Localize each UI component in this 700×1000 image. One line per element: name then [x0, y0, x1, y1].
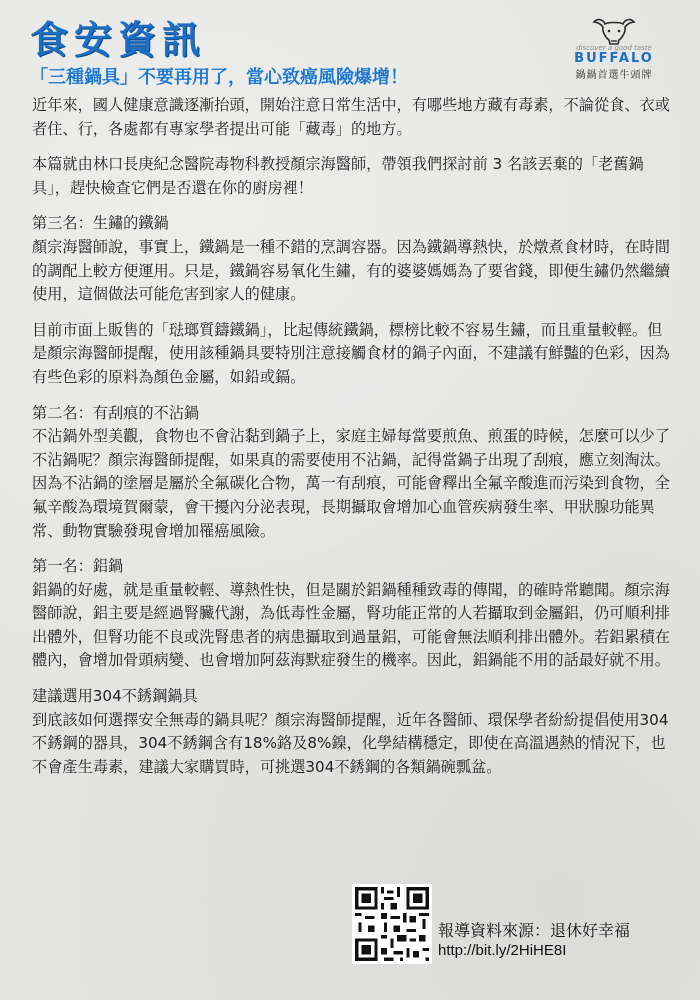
section-rusty-iron-pot	[32, 212, 670, 389]
page-title: 食安資訊	[30, 18, 207, 62]
intro-paragraph: 本篇就由林口長庚紀念醫院毒物科教授顏宗海醫師，帶領我們探討前 3 名該丟棄的「老舊鍋具」，趕快檢查它們是否還在你的廚房裡！	[32, 155, 644, 197]
article-body	[32, 94, 670, 791]
brand-logo	[554, 16, 674, 81]
section-paragraph: 顏宗海醫師說，事實上，鐵鍋是一種不錯的烹調容器。因為鐵鍋導熱快，於燉煮食材時，在時間的調配上較方便運用。只是，鐵鍋容易氧化生鏽，有的婆婆媽媽為了要省錢，即便生鏽仍然繼續使用，這個做法可能危害到家人的健康。	[32, 237, 670, 304]
section-title: 第二名：有刮痕的不沾鍋	[32, 403, 200, 422]
section-paragraph: 到底該如何選擇安全無毒的鍋具呢？顏宗海醫師提醒，近年各醫師、環保學者紛紛提倡使用304不銹鋼的器具，304不銹鋼含有18%鉻及8%鎳，化學結構穩定，即使在高溫遇熱的情況下，也不會產生毒素，建議大家購買時，可挑選304不銹鋼的各類鍋碗瓢盆。	[32, 710, 669, 776]
logo-subtitle: 鍋鍋首選牛頭牌	[575, 70, 653, 81]
page-subtitle: 「三種鍋具」不要再用了，當心致癌風險爆增！	[30, 67, 408, 88]
section-title: 第一名：鋁鍋	[32, 557, 124, 576]
section-title: 建議選用304不銹鋼鍋具	[32, 687, 198, 706]
source-link[interactable]: http://bit.ly/2HiHE8I	[438, 942, 567, 959]
section-aluminum-pot	[32, 555, 670, 673]
logo-tagline: discover a good taste	[576, 44, 652, 52]
intro-paragraph: 近年來，國人健康意識逐漸抬頭，開始注意日常生活中，有哪些地方藏有毒素，不論從食、衣或者住、行，各處都有專家學者提出可能「藏毒」的地方。	[32, 96, 670, 138]
section-title: 第三名：生鏽的鐵鍋	[32, 214, 169, 233]
section-scratched-nonstick	[32, 402, 670, 544]
section-stainless-304	[32, 685, 670, 779]
section-paragraph: 目前市面上販售的「琺瑯質鑄鐵鍋」，比起傳統鐵鍋，標榜比較不容易生鏽，而且重量較輕。但是顏宗海醫師提醒，使用該種鍋具要特別注意接觸食材的鍋子內面，不建議有鮮豔的色彩，因為有些色彩的原料為顏色金屬，如鉛或鎘。	[32, 320, 670, 386]
header	[30, 18, 408, 90]
footer	[352, 884, 682, 968]
qr-code-icon[interactable]	[352, 884, 432, 964]
logo-brand: BUFFALO	[574, 51, 654, 66]
bull-head-icon	[554, 16, 674, 46]
source-credit: 報導資料來源：退休好幸福	[438, 921, 631, 940]
section-paragraph: 鋁鍋的好處，就是重量較輕、導熱性快，但是關於鋁鍋種種致毒的傳聞，的確時常聽聞。顏宗海醫師說，鋁主要是經過腎臟代謝，為低毒性金屬，腎功能正常的人若攝取到金屬鋁，仍可順利排出體外，但腎功能不良或洗腎患者的病患攝取到過量鋁，可能會無法順利排出體外。若鋁累積在體內，會增加骨頭病變、也會增加阿茲海默症發生的機率。因此，鋁鍋能不用的話最好就不用。	[32, 580, 670, 670]
section-paragraph: 不沾鍋外型美觀，食物也不會沾黏到鍋子上，家庭主婦每當要煎魚、煎蛋的時候，怎麼可以少了不沾鍋呢？顏宗海醫師提醒，如果真的需要使用不沾鍋，記得當鍋子出現了刮痕，應立刻淘汰。因為不沾鍋的塗層是屬於全氟碳化合物，萬一有刮痕，可能會釋出全氟辛酸進而污染到食物，全氟辛酸為環境賀爾蒙，會干擾內分泌表現，長期攝取會增加心血管疾病發生率、甲狀腺功能異常、動物實驗發現會增加罹癌風險。	[32, 427, 670, 540]
